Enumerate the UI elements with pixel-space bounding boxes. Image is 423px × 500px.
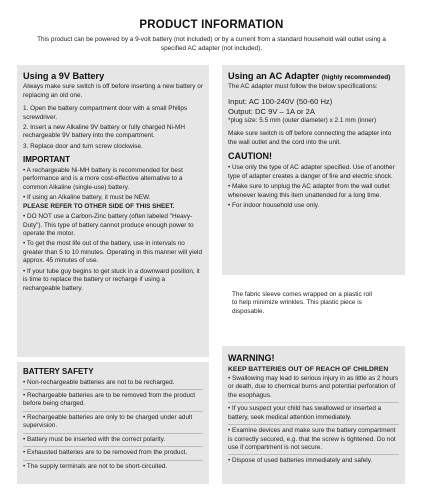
header (0, 0, 423, 53)
important-item: • To get the most life out of the battery, use in intervals no greater than 5 to 10 minutes. Operating in this manner will yield approx. 45 minutes of use. (23, 240, 203, 265)
adapter-title (228, 70, 399, 82)
important-title: IMPORTANT (23, 155, 70, 165)
battery-step: 1. Open the battery compartment door with a small Philips screwdriver. (23, 105, 188, 121)
safety-item: • The supply terminals are not to be short-circuited. (23, 462, 168, 470)
safety-item: • Non-rechargeable batteries are not to be recharged. (23, 378, 175, 386)
important-item: • If using an Alkaline battery, it must be NEW. (23, 194, 151, 202)
caution-item: • For indoor household use only. (228, 201, 320, 209)
warning-subtitle: KEEP BATTERIES OUT OF REACH OF CHILDREN (228, 365, 389, 373)
battery-step: 2. Insert a new Alkaline 9V battery or fully charged Ni-MH rechargeable 9V battery into the compartment. (23, 123, 185, 140)
important-item: • A rechargeable Ni-MH battery is recommended for best performance and is a more cost-effective alternative to a common Alkaline (single-use) battery. (23, 166, 183, 191)
caution-item: • Use only the type of AC adapter specified. Use of another type of adapter creates a danger of fire and electric shock. (228, 164, 395, 180)
battery-title: Using a 9V Battery (23, 71, 105, 81)
important-item: PLEASE REFER TO OTHER SIDE OF THIS SHEET. (23, 202, 175, 210)
warning-list (228, 375, 399, 466)
adapter-title-note: (highly recommended) (321, 74, 391, 81)
battery-step: 3. Replace door and turn screw clockwise. (23, 142, 143, 150)
page-title: PRODUCT INFORMATION (139, 19, 284, 31)
safety-item: • Battery must be inserted with the correct polarity. (23, 435, 166, 443)
caution-title: CAUTION! (228, 151, 272, 162)
safety-item: • Rechargeable batteries are only to be charged under adult supervision. (23, 413, 193, 430)
safety-title: BATTERY SAFETY (23, 367, 94, 376)
adapter-title-text: Using an AC Adapter (228, 71, 320, 81)
adapter-plug: *plug size: 5.5 mm (outer diameter) x 2.1 mm (inner) (228, 116, 377, 124)
important-list (23, 167, 203, 293)
important-item: • DO NOT use a Carbon-Zinc battery (often labeled "Heavy-Duty"). This type of battery cannot produce enough power to operate the motor. (23, 213, 194, 238)
battery-intro: Always make sure switch is off before inserting a new battery or replacing an old one. (23, 83, 203, 99)
warning-section (222, 346, 405, 484)
safety-section (17, 362, 209, 484)
adapter-section (222, 65, 405, 275)
caution-list (228, 164, 399, 210)
safety-item: • Exhausted batteries are to be removed from the product. (23, 449, 188, 457)
warning-item: • Dispose of used batteries immediately and safely. (228, 457, 373, 465)
safety-item: • Rechargeable batteries are to be removed from the product before being charged. (23, 392, 196, 408)
warning-title: WARNING! (228, 353, 275, 363)
important-item: • If your tube guy begins to get stuck in a downward position, it is time to replace the battery or recharge if using a rechargeable battery. (23, 267, 200, 292)
adapter-output: Output: DC 9V – 1A or 2A (228, 106, 315, 116)
intro-text: This product can be powered by a 9-volt battery (not included) or by a current from a standard household wall outlet using a specified AC adapter (not included). (37, 36, 386, 52)
adapter-note: Make sure switch is off before connecting the adapter into the wall outlet and the cord into the unit. (228, 130, 392, 146)
battery-section (17, 65, 209, 357)
warning-item: • Examine devices and make sure the battery compartment is correctly secured, e.g. that the screw is tightened. Do not use if compartment is not secure. (228, 427, 396, 452)
warning-item: • Swallowing may lead to serious injury in as little as 2 hours or death, due to chemical burns and potential perforation of the esophagus. (228, 374, 399, 399)
battery-steps (23, 105, 203, 151)
sleeve-note: The fabric sleeve comes wrapped on a plastic roll to help minimize wrinkles. This plastic piece is disposable. (232, 291, 372, 315)
warning-item: • If you suspect your child has swallowed or inserted a battery, seek medical attention immediately. (228, 405, 382, 421)
adapter-intro: The AC adapter must follow the below specifications: (228, 83, 378, 91)
adapter-input: Input: AC 100-240V (50-60 Hz) (228, 96, 333, 106)
caution-item: • Make sure to unplug the AC adapter from the wall outlet whenever leaving this item unattended for a long time. (228, 183, 390, 199)
safety-list (23, 379, 203, 472)
